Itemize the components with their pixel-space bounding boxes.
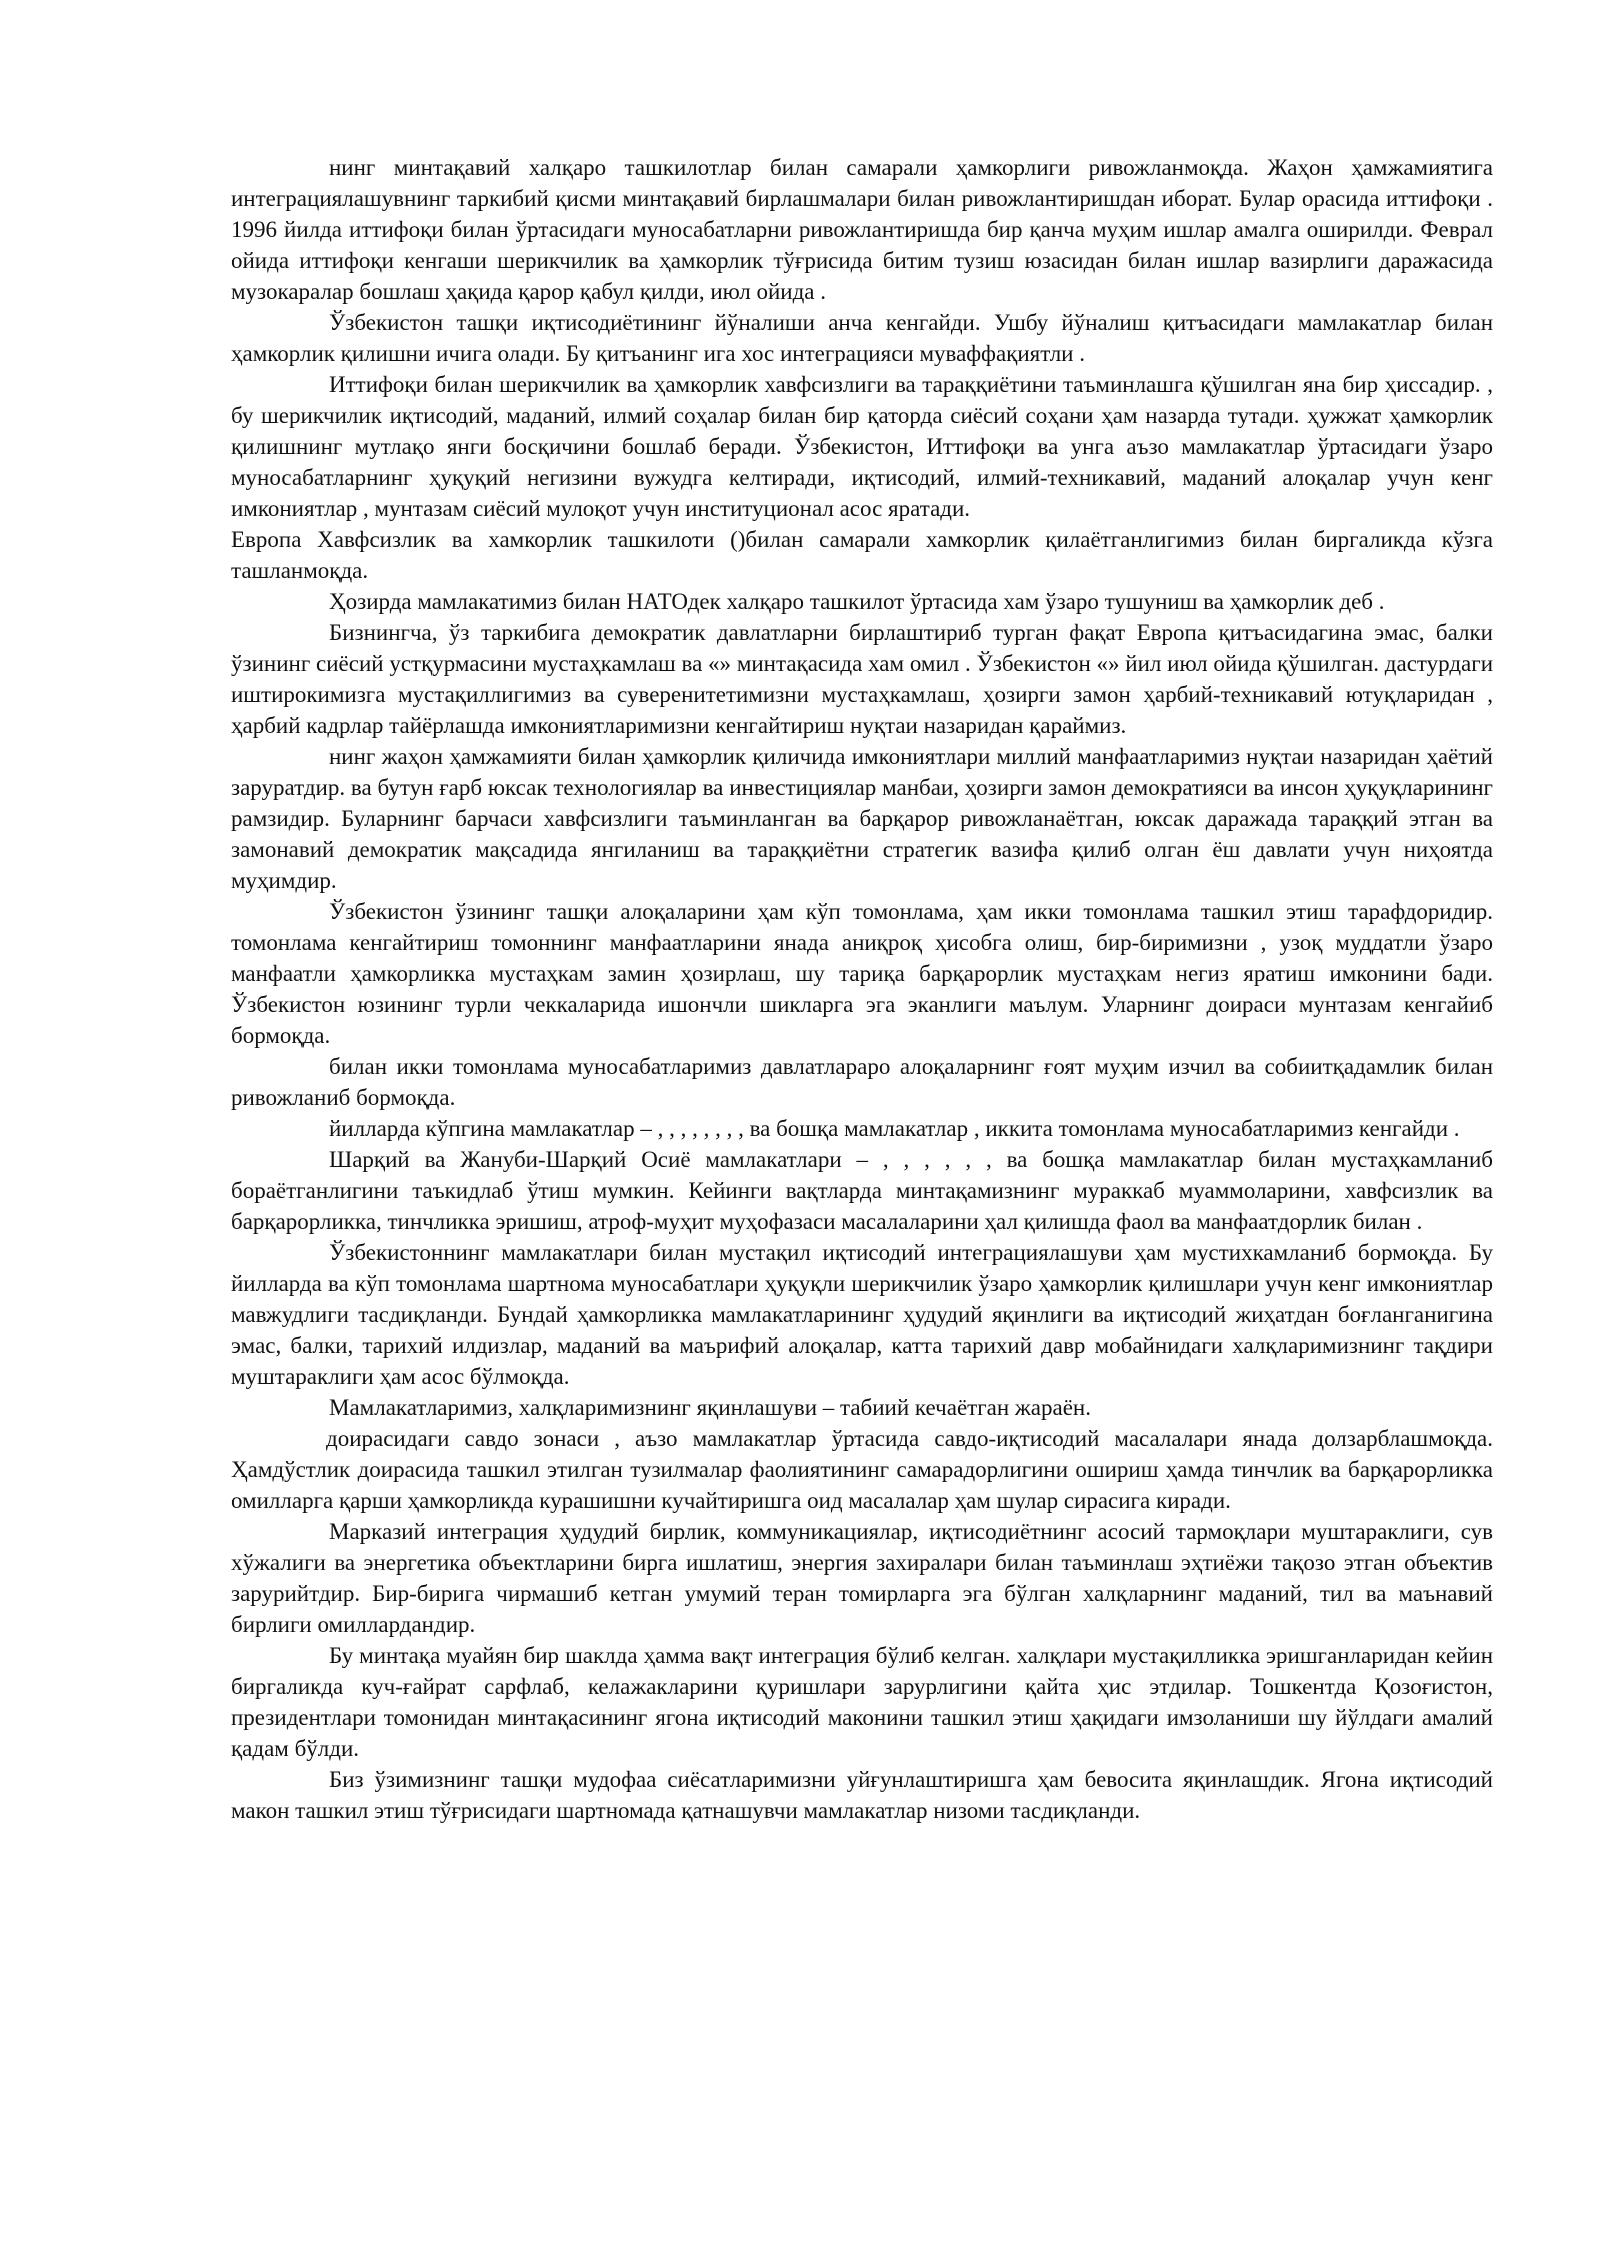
paragraph: йилларда кўпгина мамлакатлар – , , , , , , , , ва бошқа мамлакатлар , иккита томонлама муносабатларимиз кенгайди . <box>329 1116 1460 1141</box>
document-page <box>231 152 1493 1826</box>
paragraph: Бизнингча, ўз таркибига демократик давлатларни бирлаштириб турган фақат Европа қитъасидагина эмас, балки ўзининг сиёсий устқурмасини мустаҳкамлаш ва «» минтақасида хам омил . Ўзбекистон «» йил июл ойида қўшилган. дастурдаги иштирокимизга мустақиллигимиз ва суверенитетимизни мустаҳкамлаш, ҳозирги замон ҳарбий-техникавий ютуқларидан , ҳарбий кадрлар тайёрлашда имкониятларимизни кенгайтириш нуқтаи назаридан қараймиз. <box>231 620 1493 738</box>
paragraph: доирасидаги савдо зонаси , аъзо мамлакатлар ўртасида савдо-иқтисодий масалалари янада долзарблашмоқда. Ҳамдўстлик доирасида ташкил этилган тузилмалар фаолиятининг самарадорлигини ошириш ҳамда тинчлик ва барқарорликка омилларга қарши ҳамкорликда курашишни кучайтиришга оид масалалар ҳам шулар сирасига киради. <box>231 1426 1493 1513</box>
paragraph: Европа Хавфсизлик ва хамкорлик ташкилоти ()билан самарали хамкорлик қилаётганлигимиз билан биргаликда кўзга ташланмоқда. <box>231 527 1493 583</box>
paragraph: Ҳозирда мамлакатимиз билан НАТОдек халқаро ташкилот ўртасида хам ўзаро тушуниш ва ҳамкорлик деб . <box>329 589 1385 614</box>
paragraph: Шарқий ва Жануби-Шарқий Осиё мамлакатлари – , , , , , , ва бошқа мамлакатлар билан мустаҳкамланиб бораётганлигини таъкидлаб ўтиш мумкин. Кейинги вақтларда минтақамизнинг мураккаб муаммоларини, хавфсизлик ва барқарорликка, тинчликка эришиш, атроф-муҳит муҳофазаси масалаларини ҳал қилишда фаол ва манфаатдорлик билан . <box>231 1147 1493 1234</box>
paragraph: нинг жаҳон ҳамжамияти билан ҳамкорлик қиличида имкониятлари миллий манфаатларимиз нуқтаи назаридан ҳаётий заруратдир. ва бутун ғарб юксак технологиялар ва инвестициялар манбаи, ҳозирги замон демократияси ва инсон ҳуқуқларининг рамзидир. Буларнинг барчаси хавфсизлиги таъминланган ва барқарор ривожланаётган, юксак даражада тараққий этган ва замонавий демократик мақсадида янгиланиш ва тараққиётни стратегик вазифа қилиб олган ёш давлати учун ниҳоятда муҳимдир. <box>231 744 1493 893</box>
paragraph: Бу минтақа муайян бир шаклда ҳамма вақт интеграция бўлиб келган. халқлари мустақилликка эришганларидан кейин биргаликда куч-ғайрат сарфлаб, келажакларини қуришлари зарурлигини қайта ҳис этдилар. Тошкентда Қозоғистон, президентлари томонидан минтақасининг ягона иқтисодий маконини ташкил этиш ҳақидаги имзоланиши шу йўлдаги амалий қадам бўлди. <box>231 1643 1493 1761</box>
paragraph: Ўзбекистон ташқи иқтисодиётининг йўналиши анча кенгайди. Ушбу йўналиш қитъасидаги мамлакатлар билан ҳамкорлик қилишни ичига олади. Бу қитъанинг ига хос интеграцияси муваффақиятли . <box>231 310 1493 366</box>
paragraph: Мамлакатларимиз, халқларимизнинг яқинлашуви – табиий кечаётган жараён. <box>329 1395 1091 1420</box>
paragraph: нинг минтақавий халқаро ташкилотлар билан самарали ҳамкорлиги ривожланмоқда. Жаҳон ҳамжамиятига интеграциялашувнинг таркибий қисми минтақавий бирлашмалари билан ривожлантиришдан иборат. Булар орасида иттифоқи . 1996 йилда иттифоқи билан ўртасидаги муносабатларни ривожлантиришда бир қанча муҳим ишлар амалга оширилди. Феврал ойида иттифоқи кенгаши шерикчилик ва ҳамкорлик тўғрисида битим тузиш юзасидан билан ишлар вазирлиги даражасида музокаралар бошлаш ҳақида қарор қабул қилди, июл ойида . <box>231 155 1493 304</box>
paragraph: Марказий интеграция ҳудудий бирлик, коммуникациялар, иқтисодиётнинг асосий тармоқлари муштараклиги, сув хўжалиги ва энергетика объектларини бирга ишлатиш, энергия захиралари билан таъминлаш эҳтиёжи тақозо этган объектив зарурийтдир. Бир-бирига чирмашиб кетган умумий теран томирларга эга бўлган халқларнинг маданий, тил ва маънавий бирлиги омиллардандир. <box>231 1519 1493 1637</box>
paragraph: Ўзбекистон ўзининг ташқи алоқаларини ҳам кўп томонлама, ҳам икки томонлама ташкил этиш тарафдоридир. томонлама кенгайтириш томоннинг манфаатларини янада аниқроқ ҳисобга олиш, бир-биримизни , узоқ муддатли ўзаро манфаатли ҳамкорликка мустаҳкам замин ҳозирлаш, шу тариқа барқарорлик мустаҳкам негиз яратиш имконини бади. Ўзбекистон юзининг турли чеккаларида ишончли шикларга эга эканлиги маълум. Уларнинг доираси мунтазам кенгайиб бормоқда. <box>231 899 1493 1048</box>
paragraph: Ўзбекистоннинг мамлакатлари билан мустақил иқтисодий интеграциялашуви ҳам мустихкамланиб бормоқда. Бу йилларда ва кўп томонлама шартнома муносабатлари ҳуқуқли шерикчилик ўзаро ҳамкорлик қилишлари учун кенг имкониятлар мавжудлиги тасдиқланди. Бундай ҳамкорликка мамлакатларининг ҳудудий яқинлиги ва иқтисодий жиҳатдан боғланганигина эмас, балки, тарихий илдизлар, маданий ва маърифий алоқалар, катта тарихий давр мобайнидаги халқларимизнинг тақдири муштараклиги ҳам асос бўлмоқда. <box>231 1240 1493 1389</box>
paragraph: билан икки томонлама муносабатларимиз давлатлараро алоқаларнинг ғоят муҳим изчил ва собиитқадамлик билан ривожланиб бормоқда. <box>231 1054 1493 1110</box>
paragraph: Биз ўзимизнинг ташқи мудофаа сиёсатларимизни уйғунлаштиришга ҳам бевосита яқинлашдик. Ягона иқтисодий макон ташкил этиш тўғрисидаги шартномада қатнашувчи мамлакатлар низоми тасдиқланди. <box>231 1767 1493 1823</box>
paragraph: Иттифоқи билан шерикчилик ва ҳамкорлик хавфсизлиги ва тараққиётини таъминлашга қўшилган яна бир ҳиссадир. , бу шерикчилик иқтисодий, маданий, илмий соҳалар билан бир қаторда сиёсий соҳани ҳам назарда тутади. ҳужжат ҳамкорлик қилишнинг мутлақо янги босқичини бошлаб беради. Ўзбекистон, Иттифоқи ва унга аъзо мамлакатлар ўртасидаги ўзаро муносабатларнинг ҳуқуқий негизини вужудга келтиради, иқтисодий, илмий-техникавий, маданий алоқалар учун кенг имкониятлар , мунтазам сиёсий мулоқот учун институционал асос яратади. <box>231 372 1493 521</box>
